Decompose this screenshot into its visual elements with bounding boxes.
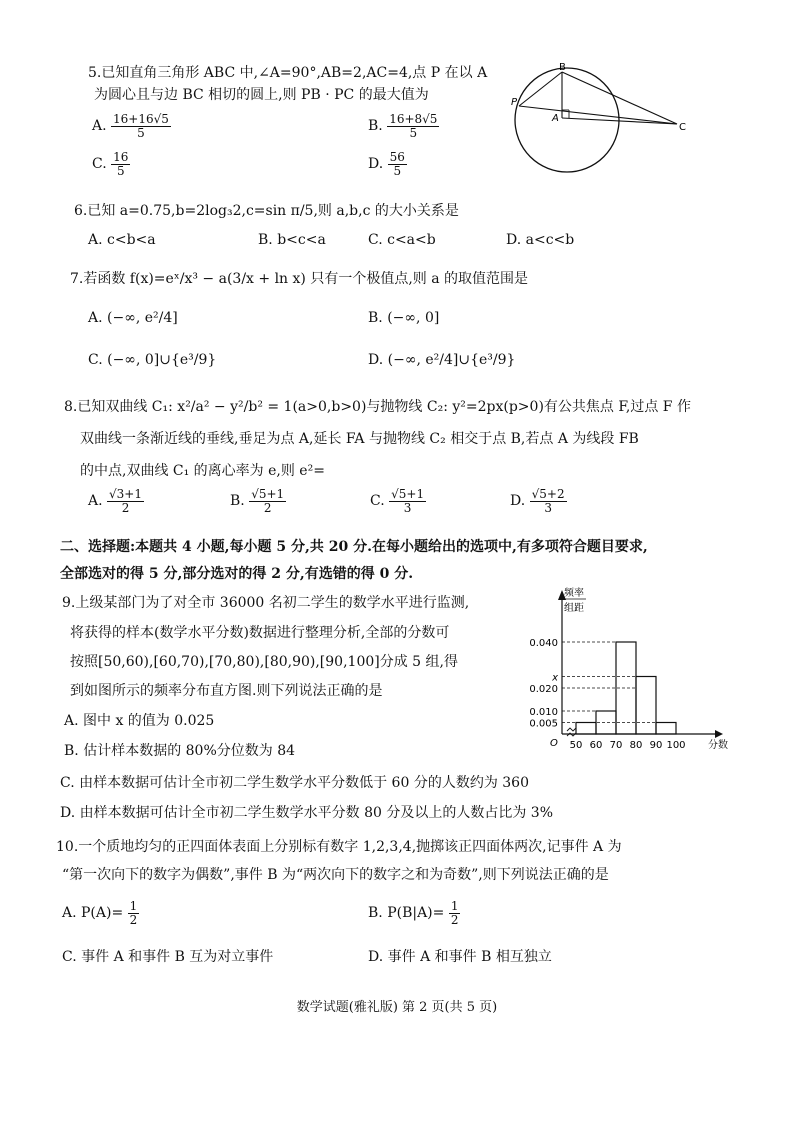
q8-line1: 8.已知双曲线 C₁: x²/a² − y²/b² = 1(a>0,b>0)与抛物线 C₂: y²=2px(p>0)有公共焦点 F,过点 F 作: [64, 399, 691, 415]
y-tick-label: 0.005: [529, 718, 558, 730]
q5-stem-line2: 为圆心且与边 BC 相切的圆上,则 PB · PC 的最大值为: [94, 87, 429, 103]
x-tick-label: 60: [589, 740, 603, 751]
x-tick-label: 80: [629, 740, 643, 751]
q5-option-a: A. $\frac{16+16√5}{5}$: [92, 112, 169, 140]
axis-break-mark: [567, 728, 576, 736]
origin-label: O: [550, 738, 558, 749]
q9-line1: 9.上级某部门为了对全市 36000 名初二学生的数学水平进行监测,: [62, 595, 470, 611]
q9-line4: 到如图所示的频率分布直方图.则下列说法正确的是: [70, 683, 383, 699]
x-tick-label: 90: [649, 740, 663, 751]
x-axis-label: 分数: [708, 740, 728, 751]
q8-line2: 双曲线一条渐近线的垂线,垂足为点 A,延长 FA 与抛物线 C₂ 相交于点 B,若点 A 为线段 FB: [80, 431, 639, 447]
q9-option-c: C. 由样本数据可估计全市初二学生数学水平分数低于 60 分的人数约为 360: [60, 775, 529, 791]
q10-option-b: B. P(B|A)= $\frac{1}{2}$: [368, 899, 459, 927]
q6-option-a: A. c<b<a: [88, 232, 156, 248]
q5-geometry-figure: [505, 58, 695, 198]
y-tick-label: 0.010: [529, 707, 558, 718]
segment-pc: [519, 106, 677, 124]
q5-option-c: C. $\frac{16}{5}$: [92, 150, 129, 178]
frequency-histogram: [520, 584, 730, 756]
q7-option-a: A. (−∞, e²/4]: [88, 310, 178, 326]
y-tick-label: 0.020: [529, 684, 558, 695]
q9-option-b: B. 估计样本数据的 80%分位数为 84: [64, 743, 296, 759]
page-footer: 数学试题(雅礼版) 第 2 页(共 5 页): [296, 1000, 498, 1015]
q8-line3: 的中点,双曲线 C₁ 的离心率为 e,则 e²=: [80, 463, 325, 479]
q7-stem: 7.若函数 f(x)=eˣ/x³ − a(3/x + ln x) 只有一个极值点,则 a 的取值范围是: [70, 271, 529, 287]
label-p: P: [511, 97, 518, 108]
y-tick-label: x: [552, 672, 558, 684]
y-axis-label-bottom: 组距: [564, 603, 584, 614]
q8-option-d: D. $\frac{√5+2}{3}$: [510, 487, 565, 515]
q6-option-d: D. a<c<b: [506, 232, 575, 248]
label-a: A: [552, 113, 559, 124]
q6-stem: 6.已知 a=0.75,b=2log₃2,c=sin π/5,则 a,b,c 的大小关系是: [74, 203, 459, 219]
histogram-bar-4: [636, 677, 656, 735]
q9-line3: 按照[50,60),[60,70),[70,80),[80,90),[90,100]分成 5 组,得: [70, 654, 458, 670]
q9-option-a: A. 图中 x 的值为 0.025: [64, 713, 215, 729]
q9-line2: 将获得的样本(数学水平分数)数据进行整理分析,全部的分数可: [70, 625, 450, 641]
q8-option-c: C. $\frac{√5+1}{3}$: [370, 487, 425, 515]
x-axis-arrow: [715, 730, 723, 738]
histogram-bar-5: [656, 723, 676, 735]
q10-option-c: C. 事件 A 和事件 B 互为对立事件: [62, 949, 274, 965]
q6-option-b: B. b<c<a: [258, 232, 326, 248]
q7-option-d: D. (−∞, e²/4]∪{e³/9}: [368, 352, 516, 368]
x-tick-label: 50: [569, 740, 583, 751]
label-b: B: [559, 62, 566, 73]
histogram-bar-1: [576, 723, 596, 735]
q10-option-d: D. 事件 A 和事件 B 相互独立: [368, 949, 552, 965]
q6-option-c: C. c<a<b: [368, 232, 436, 248]
q8-option-b: B. $\frac{√5+1}{2}$: [230, 487, 285, 515]
q5-stem-line1: 5.已知直角三角形 ABC 中,∠A=90°,AB=2,AC=4,点 P 在以 A: [88, 65, 488, 81]
q7-option-c: C. (−∞, 0]∪{e³/9}: [88, 352, 217, 368]
q10-line2: “第一次向下的数字为偶数”,事件 B 为“两次向下的数字之和为奇数”,则下列说法正确的是: [62, 867, 609, 883]
q10-line1: 10.一个质地均匀的正四面体表面上分别标有数字 1,2,3,4,抛掷该正四面体两次,记事件 A 为: [56, 839, 622, 855]
q10-option-a: A. P(A)= $\frac{1}{2}$: [62, 899, 138, 927]
q7-option-b: B. (−∞, 0]: [368, 310, 440, 326]
q9-option-d: D. 由样本数据可估计全市初二学生数学水平分数 80 分及以上的人数占比为 3%: [60, 805, 553, 821]
y-axis-label-top: 频率: [564, 588, 584, 599]
q5-option-b: B. $\frac{16+8√5}{5}$: [368, 112, 438, 140]
q5-option-d: D. $\frac{56}{5}$: [368, 150, 405, 178]
section2-heading-line2: 全部选对的得 5 分,部分选对的得 2 分,有选错的得 0 分.: [60, 566, 414, 582]
section2-heading-line1: 二、选择题:本题共 4 小题,每小题 5 分,共 20 分.在每小题给出的选项中,有多项符合题目要求,: [60, 539, 648, 555]
y-tick-label: 0.040: [529, 638, 558, 649]
x-tick-label: 70: [609, 740, 623, 751]
q8-option-a: A. $\frac{√3+1}{2}$: [88, 487, 142, 515]
x-tick-label: 100: [666, 740, 686, 751]
label-c: C: [679, 122, 686, 133]
